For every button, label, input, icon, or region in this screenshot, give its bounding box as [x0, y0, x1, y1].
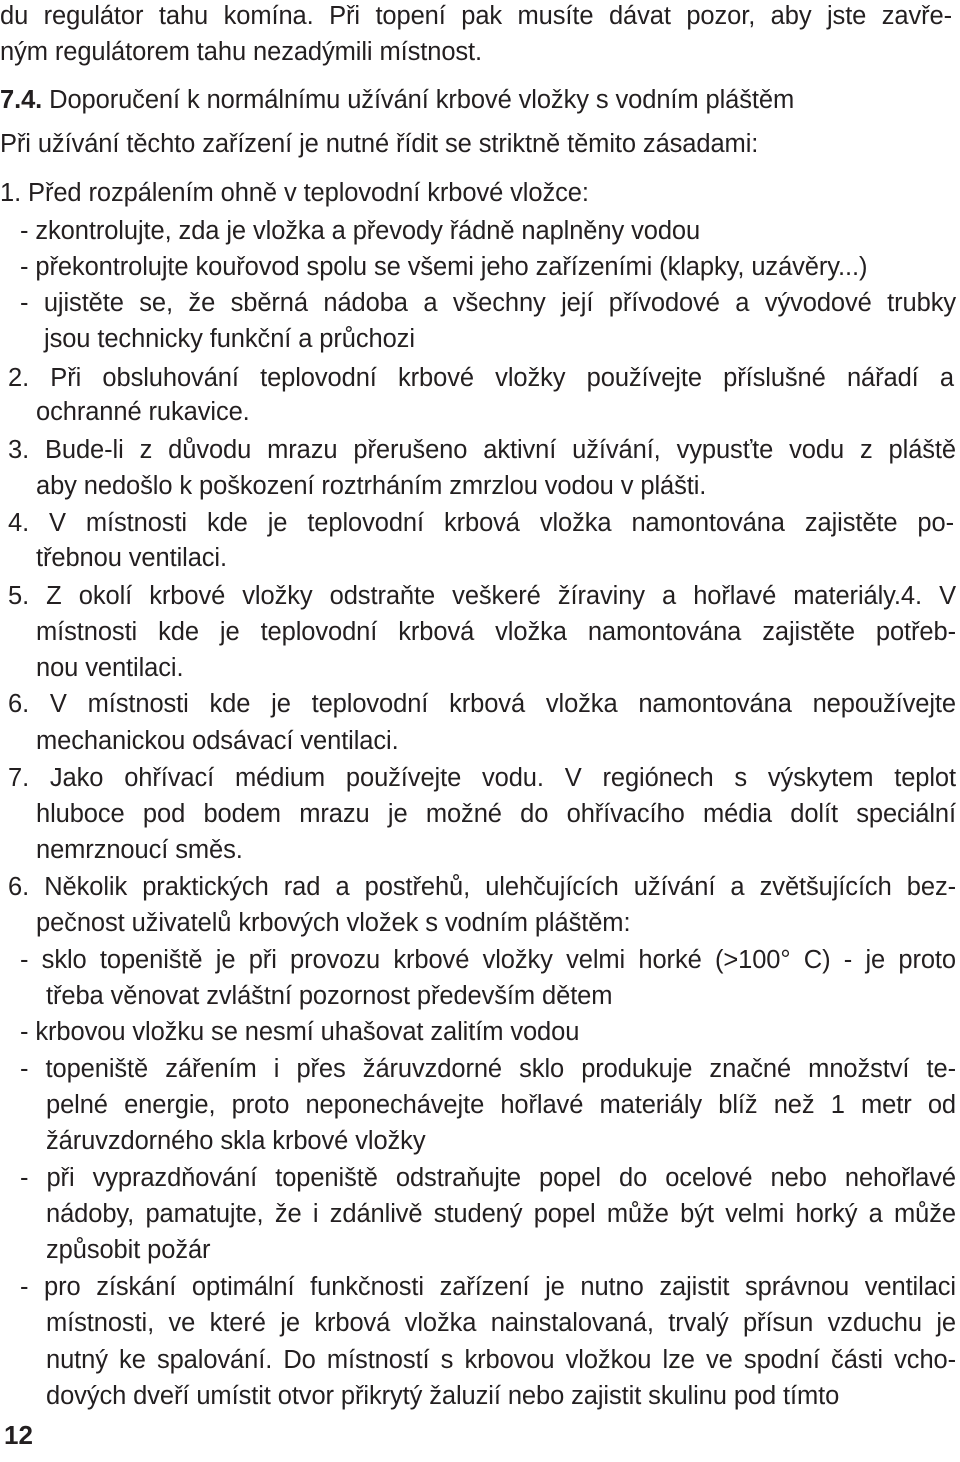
- text-line: aby nedošlo k poškození roztrháním zmrzlou vodou v plášti.: [36, 472, 707, 500]
- list-item: - ujistěte se, že sběrná nádoba a všechny její přívodové a vývodové trubky: [20, 289, 956, 317]
- list-item: 3. Bude-li z důvodu mrazu přerušeno aktivní užívání, vypusťte vodu z pláště: [8, 436, 956, 464]
- list-item: 6. V místnosti kde je teplovodní krbová vložka namontována nepoužívejte: [8, 690, 956, 718]
- page-number: 12: [4, 1420, 33, 1450]
- list-item: - sklo topeniště je při provozu krbové vložky velmi horké (>100° C) - je proto: [20, 946, 956, 974]
- list-item: 6. Několik praktických rad a postřehů, ulehčujících užívání a zvětšujících bez-: [8, 873, 956, 901]
- text-line: nou ventilaci.: [36, 654, 184, 682]
- list-item: 5. Z okolí krbové vložky odstraňte veškeré žíraviny a hořlavé materiály.4. V: [8, 582, 956, 610]
- list-item: 7. Jako ohřívací médium používejte vodu. V regiónech s výskytem teplot: [8, 764, 956, 792]
- text-line: dových dveří umístit otvor přikrytý žaluzií nebo zajistit skulinu pod tímto: [46, 1382, 840, 1410]
- text-line: mechanickou odsávací ventilaci.: [36, 727, 399, 755]
- list-item: - zkontrolujte, zda je vložka a převody řádně naplněny vodou: [20, 217, 701, 245]
- text-line: pelné energie, proto neponechávejte hořlavé materiály blíž než 1 metr od: [46, 1091, 956, 1119]
- text-line: místnosti kde je teplovodní krbová vložka namontována zajistěte potřeb-: [36, 618, 956, 646]
- list-item: 4. V místnosti kde je teplovodní krbová vložka namontována zajistěte po-: [8, 509, 954, 537]
- list-item: - krbovou vložku se nesmí uhašovat zalitím vodou: [20, 1018, 580, 1046]
- list-item: 1. Před rozpálením ohně v teplovodní krbové vložce:: [0, 179, 589, 207]
- text-line: nádoby, pamatujte, že i zdánlivě studený popel může být velmi horký a může: [46, 1200, 956, 1228]
- text-line: pečnost uživatelů krbových vložek s vodním pláštěm:: [36, 909, 631, 937]
- text-line: způsobit požár: [46, 1236, 211, 1264]
- text-line: žáruvzdorného skla krbové vložky: [46, 1127, 426, 1155]
- section-heading: [0, 82, 794, 118]
- section-number: 7.4.: [0, 86, 43, 114]
- text-line: nutný ke spalování. Do místností s krbovou vložkou lze ve spodní části vcho-: [46, 1346, 956, 1374]
- list-item: - pro získání optimální funkčnosti zařízení je nutno zajistit správnou ventilaci: [20, 1273, 956, 1301]
- text-line: hluboce pod bodem mrazu je možné do ohřívacího média dolít speciální: [36, 800, 956, 828]
- list-item: - překontrolujte kouřovod spolu se všemi jeho zařízeními (klapky, uzávěry...): [20, 253, 868, 281]
- text-line: nemrznoucí směs.: [36, 836, 243, 864]
- text-line: třeba věnovat zvláštní pozornost především dětem: [46, 982, 613, 1010]
- text-line: třebnou ventilaci.: [36, 544, 227, 572]
- list-item: - při vyprazdňování topeniště odstraňujte popel do ocelové nebo nehořlavé: [20, 1164, 956, 1192]
- list-item: - topeniště zářením i přes žáruvzdorné sklo produkuje značné množství te-: [20, 1055, 956, 1083]
- section-title: Doporučení k normálnímu užívání krbové vložky s vodním pláštěm: [49, 86, 795, 114]
- text-line: ným regulátorem tahu nezadýmili místnost.: [0, 38, 483, 66]
- list-item: 2. Při obsluhování teplovodní krbové vložky používejte příslušné nářadí a: [8, 364, 954, 392]
- text-line: jsou technicky funkční a průchozi: [44, 325, 415, 353]
- text-line: du regulátor tahu komína. Při topení pak musíte dávat pozor, aby jste zavře-: [0, 2, 952, 30]
- text-line: ochranné rukavice.: [36, 398, 250, 426]
- text-line: místnosti, ve které je krbová vložka nainstalovaná, trvalý přísun vzduchu je: [46, 1309, 956, 1337]
- text-line: Při užívání těchto zařízení je nutné řídit se striktně těmito zásadami:: [0, 130, 759, 158]
